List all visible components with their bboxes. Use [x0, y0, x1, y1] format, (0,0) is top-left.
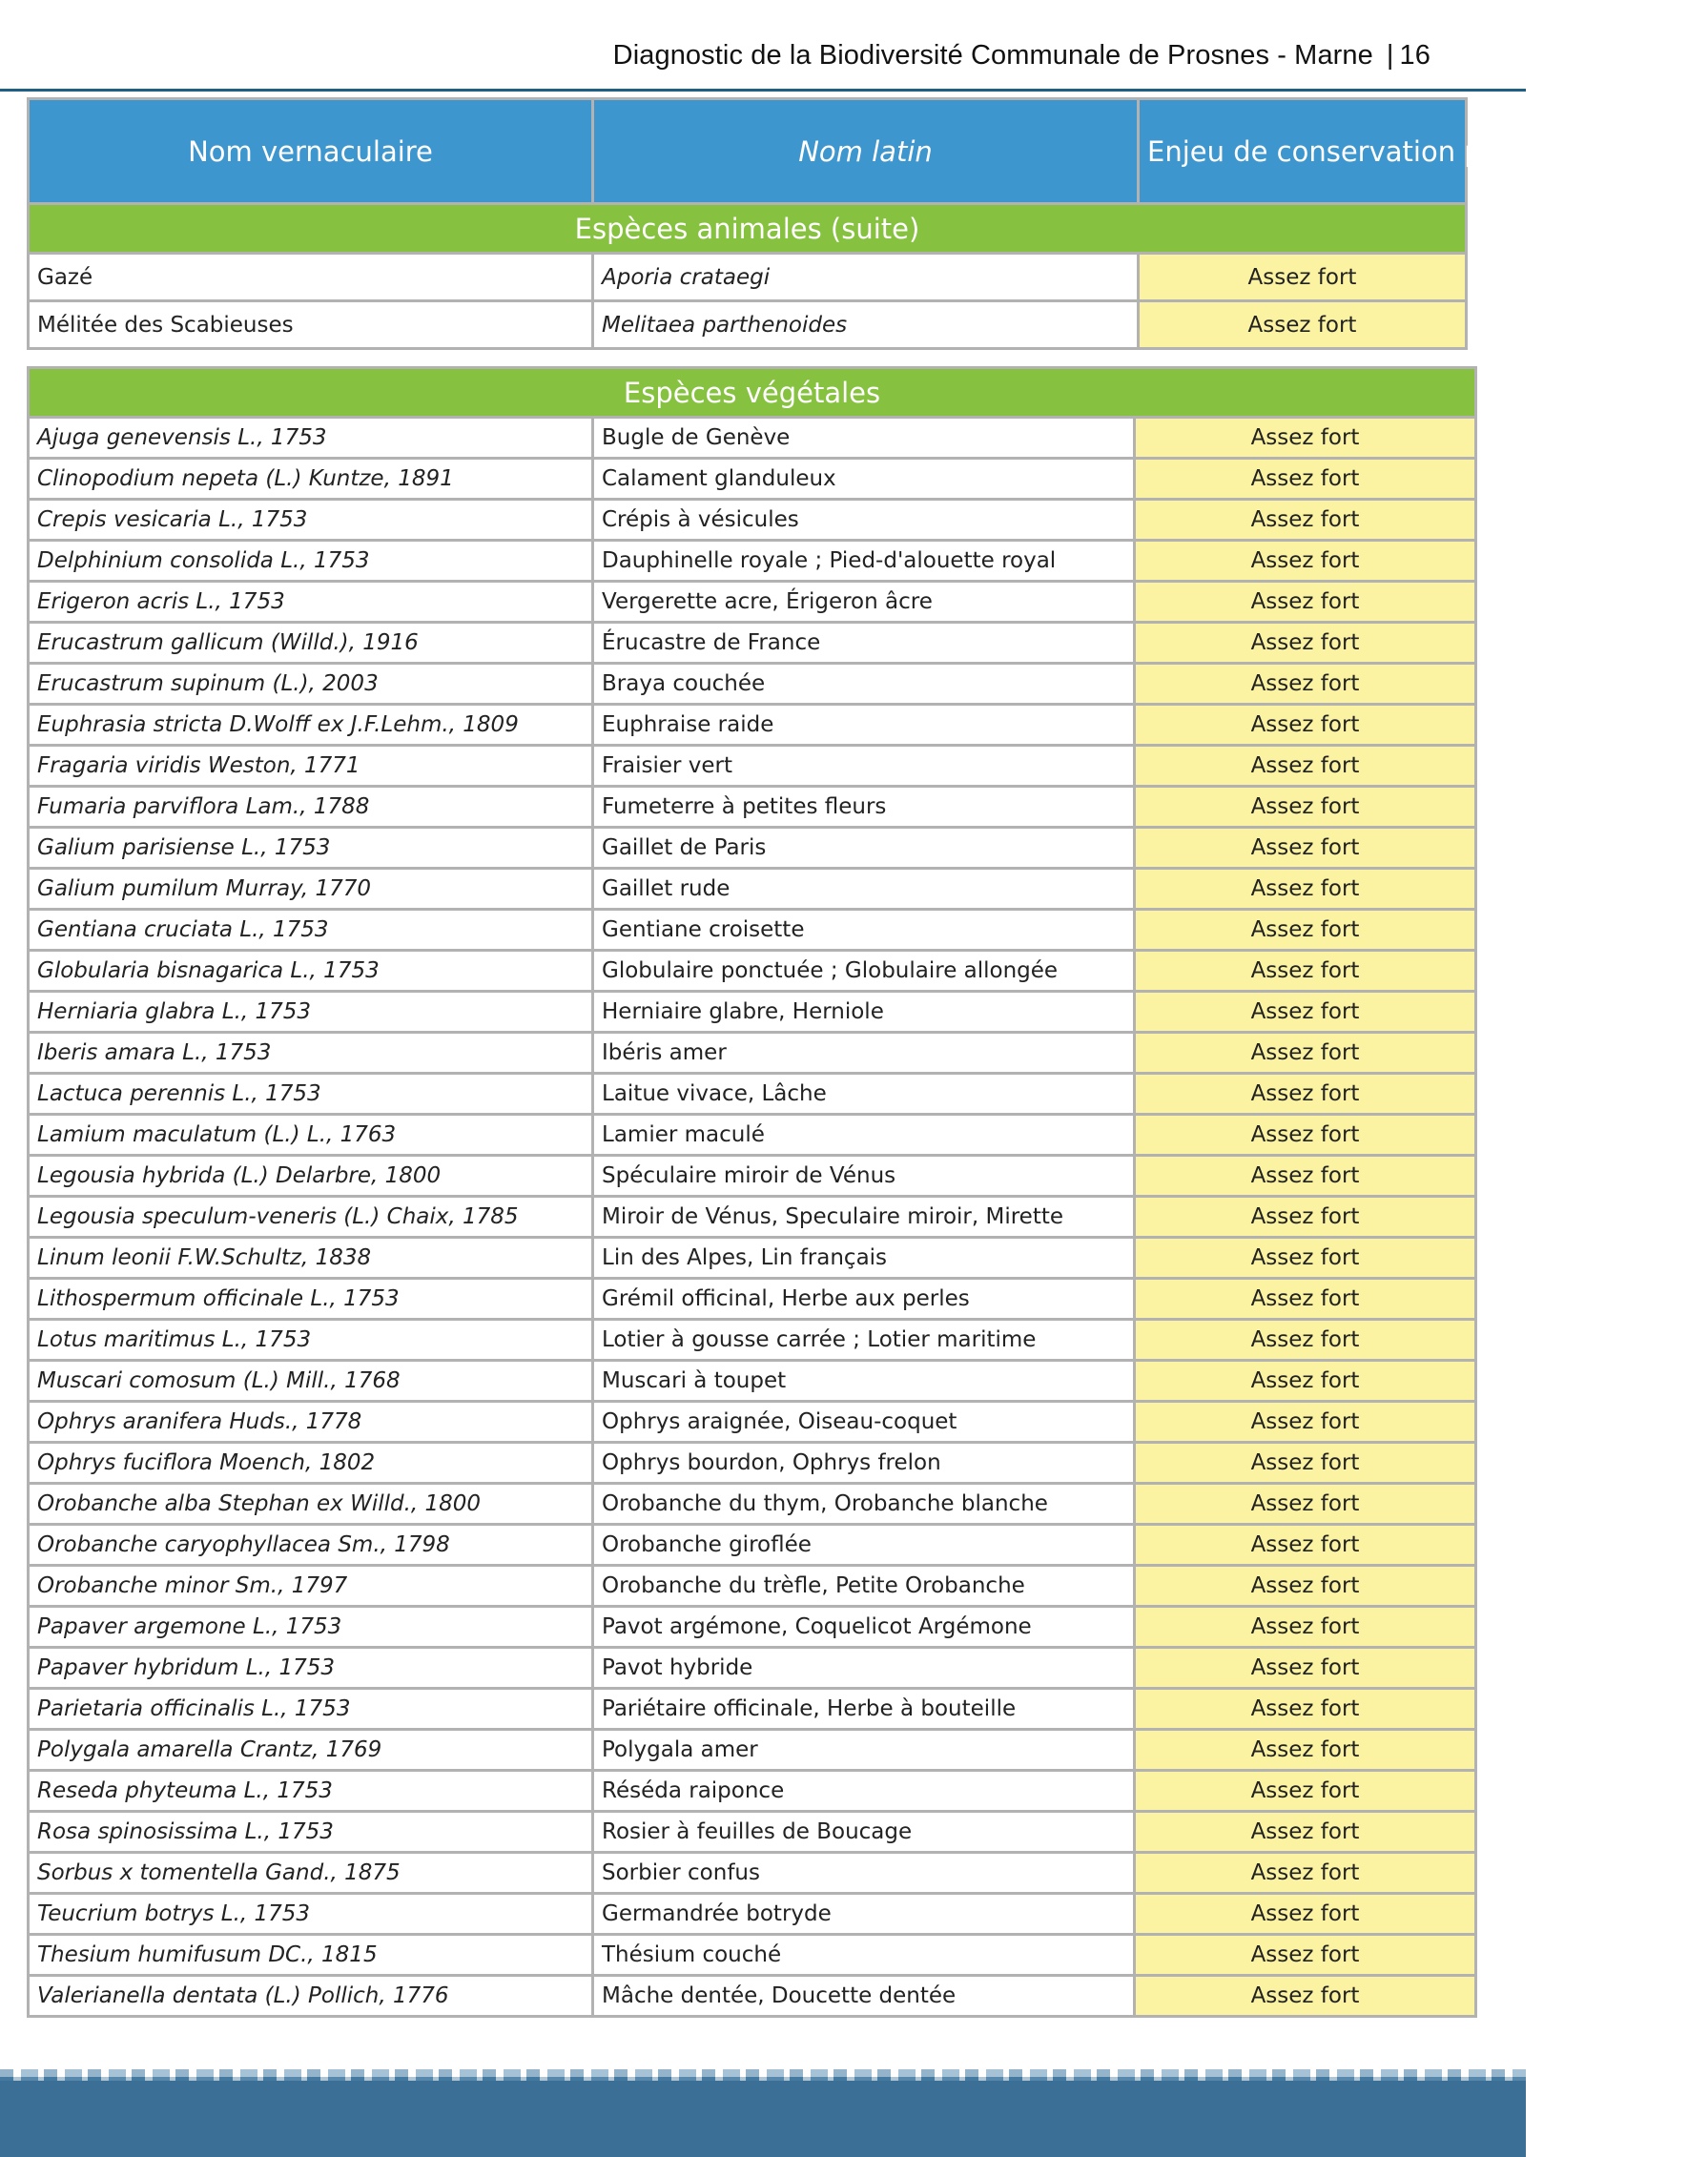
- table-row: [29, 1525, 1476, 1566]
- latin-name-cell: Galium parisiense L., 1753: [29, 828, 593, 869]
- conservation-stake-cell: Assez fort: [1139, 301, 1467, 349]
- latin-name-cell: Legousia speculum-veneris (L.) Chaix, 1785: [29, 1197, 593, 1238]
- conservation-stake-cell: Assez fort: [1135, 992, 1476, 1033]
- vernacular-name-cell: Bugle de Genève: [593, 418, 1135, 459]
- conservation-stake-cell: Assez fort: [1135, 1607, 1476, 1648]
- table-row: [29, 869, 1476, 910]
- conservation-stake-cell: Assez fort: [1135, 1074, 1476, 1115]
- latin-name-cell: Galium pumilum Murray, 1770: [29, 869, 593, 910]
- latin-name-cell: Legousia hybrida (L.) Delarbre, 1800: [29, 1156, 593, 1197]
- latin-name-cell: Papaver argemone L., 1753: [29, 1607, 593, 1648]
- latin-name-cell: Teucrium botrys L., 1753: [29, 1894, 593, 1935]
- latin-name-cell: Papaver hybridum L., 1753: [29, 1648, 593, 1689]
- vernacular-name-cell: Vergerette acre, Érigeron âcre: [593, 582, 1135, 623]
- table-row: [29, 1935, 1476, 1976]
- vernacular-name-cell: Pavot hybride: [593, 1648, 1135, 1689]
- latin-name-cell: Lotus maritimus L., 1753: [29, 1320, 593, 1361]
- conservation-stake-cell: Assez fort: [1135, 1689, 1476, 1730]
- table-row: [29, 1074, 1476, 1115]
- vernacular-name-cell: Fraisier vert: [593, 746, 1135, 787]
- latin-name-cell: Thesium humifusum DC., 1815: [29, 1935, 593, 1976]
- latin-name-cell: Euphrasia stricta D.Wolff ex J.F.Lehm., 1809: [29, 705, 593, 746]
- table-row: [29, 418, 1476, 459]
- header-separator: |: [1386, 40, 1394, 71]
- latin-name-cell: Reseda phyteuma L., 1753: [29, 1771, 593, 1812]
- conservation-stake-cell: Assez fort: [1135, 500, 1476, 541]
- latin-name-cell: Globularia bisnagarica L., 1753: [29, 951, 593, 992]
- vernacular-name-cell: Ophrys bourdon, Ophrys frelon: [593, 1443, 1135, 1484]
- conservation-stake-cell: Assez fort: [1135, 1238, 1476, 1279]
- vernacular-name-cell: Miroir de Vénus, Speculaire miroir, Mirette: [593, 1197, 1135, 1238]
- table-row: [29, 459, 1476, 500]
- conservation-stake-cell: Assez fort: [1135, 1361, 1476, 1402]
- conservation-stake-cell: Assez fort: [1135, 787, 1476, 828]
- table-header-row: [29, 99, 1467, 204]
- latin-name-cell: Lactuca perennis L., 1753: [29, 1074, 593, 1115]
- conservation-stake-cell: Assez fort: [1135, 746, 1476, 787]
- vernacular-name-cell: Réséda raiponce: [593, 1771, 1135, 1812]
- column-header-vernacular: Nom vernaculaire: [29, 99, 593, 204]
- conservation-stake-cell: Assez fort: [1139, 254, 1467, 301]
- table-row: [29, 787, 1476, 828]
- conservation-stake-cell: Assez fort: [1135, 1484, 1476, 1525]
- latin-name-cell: Crepis vesicaria L., 1753: [29, 500, 593, 541]
- table-row: [29, 1812, 1476, 1853]
- latin-name-cell: Iberis amara L., 1753: [29, 1033, 593, 1074]
- table-row: [29, 1689, 1476, 1730]
- vernacular-name-cell: Lotier à gousse carrée ; Lotier maritime: [593, 1320, 1135, 1361]
- latin-name-cell: Ophrys fuciflora Moench, 1802: [29, 1443, 593, 1484]
- conservation-stake-cell: Assez fort: [1135, 1771, 1476, 1812]
- conservation-stake-cell: Assez fort: [1135, 869, 1476, 910]
- column-header-conservation: Enjeu de conservation pour la commune: [1139, 99, 1467, 204]
- table-row: [29, 910, 1476, 951]
- table-row: [29, 1648, 1476, 1689]
- vernacular-name-cell: Dauphinelle royale ; Pied-d'alouette royal: [593, 541, 1135, 582]
- latin-name-cell: Clinopodium nepeta (L.) Kuntze, 1891: [29, 459, 593, 500]
- table-row: [29, 254, 1467, 301]
- latin-name-cell: Melitaea parthenoides: [593, 301, 1139, 349]
- conservation-stake-cell: Assez fort: [1135, 1976, 1476, 2017]
- vernacular-name-cell: Pavot argémone, Coquelicot Argémone: [593, 1607, 1135, 1648]
- table-row: [29, 1197, 1476, 1238]
- vernacular-name-cell: Érucastre de France: [593, 623, 1135, 664]
- latin-name-cell: Rosa spinosissima L., 1753: [29, 1812, 593, 1853]
- conservation-stake-cell: Assez fort: [1135, 582, 1476, 623]
- conservation-stake-cell: Assez fort: [1135, 623, 1476, 664]
- table-row: [29, 1238, 1476, 1279]
- table-row: [29, 1894, 1476, 1935]
- table-row: [29, 500, 1476, 541]
- conservation-stake-cell: Assez fort: [1135, 1320, 1476, 1361]
- table-row: [29, 746, 1476, 787]
- latin-name-cell: Valerianella dentata (L.) Pollich, 1776: [29, 1976, 593, 2017]
- conservation-stake-cell: Assez fort: [1135, 910, 1476, 951]
- conservation-stake-cell: Assez fort: [1135, 1566, 1476, 1607]
- latin-name-cell: Delphinium consolida L., 1753: [29, 541, 593, 582]
- vernacular-name-cell: Rosier à feuilles de Boucage: [593, 1812, 1135, 1853]
- header-text: [613, 40, 1430, 72]
- vernacular-name-cell: Thésium couché: [593, 1935, 1135, 1976]
- vernacular-name-cell: Euphraise raide: [593, 705, 1135, 746]
- table-row: [29, 1320, 1476, 1361]
- table-row: [29, 1361, 1476, 1402]
- column-header-latin: Nom latin: [593, 99, 1139, 204]
- section-title-plants: Espèces végétales: [29, 368, 1476, 418]
- plant-species-table: [27, 366, 1477, 2018]
- latin-name-cell: Orobanche caryophyllacea Sm., 1798: [29, 1525, 593, 1566]
- conservation-stake-cell: Assez fort: [1135, 418, 1476, 459]
- vernacular-name-cell: Gazé: [29, 254, 593, 301]
- table-row: [29, 1771, 1476, 1812]
- latin-name-cell: Herniaria glabra L., 1753: [29, 992, 593, 1033]
- latin-name-cell: Lithospermum officinale L., 1753: [29, 1279, 593, 1320]
- footer-band: [0, 2077, 1526, 2157]
- table-row: [29, 301, 1467, 349]
- conservation-stake-cell: Assez fort: [1135, 459, 1476, 500]
- latin-name-cell: Erigeron acris L., 1753: [29, 582, 593, 623]
- latin-name-cell: Ophrys aranifera Huds., 1778: [29, 1402, 593, 1443]
- latin-name-cell: Linum leonii F.W.Schultz, 1838: [29, 1238, 593, 1279]
- table-row: [29, 828, 1476, 869]
- conservation-stake-cell: Assez fort: [1135, 664, 1476, 705]
- vernacular-name-cell: Ophrys araignée, Oiseau-coquet: [593, 1402, 1135, 1443]
- conservation-stake-cell: Assez fort: [1135, 1033, 1476, 1074]
- vernacular-name-cell: Mâche dentée, Doucette dentée: [593, 1976, 1135, 2017]
- conservation-stake-cell: Assez fort: [1135, 1935, 1476, 1976]
- vernacular-name-cell: Braya couchée: [593, 664, 1135, 705]
- section-title-animals: Espèces animales (suite): [29, 204, 1467, 254]
- vernacular-name-cell: Herniaire glabre, Herniole: [593, 992, 1135, 1033]
- latin-name-cell: Muscari comosum (L.) Mill., 1768: [29, 1361, 593, 1402]
- latin-name-cell: Lamium maculatum (L.) L., 1763: [29, 1115, 593, 1156]
- conservation-stake-cell: Assez fort: [1135, 1812, 1476, 1853]
- animal-species-table: [27, 97, 1708, 350]
- conservation-stake-cell: Assez fort: [1135, 1730, 1476, 1771]
- conservation-stake-cell: Assez fort: [1135, 1156, 1476, 1197]
- vernacular-name-cell: Globulaire ponctuée ; Globulaire allongée: [593, 951, 1135, 992]
- vernacular-name-cell: Germandrée botryde: [593, 1894, 1135, 1935]
- vernacular-name-cell: Lamier maculé: [593, 1115, 1135, 1156]
- table-row: [29, 664, 1476, 705]
- vernacular-name-cell: Laitue vivace, Lâche: [593, 1074, 1135, 1115]
- conservation-stake-cell: Assez fort: [1135, 705, 1476, 746]
- conservation-stake-cell: Assez fort: [1135, 951, 1476, 992]
- latin-name-cell: Sorbus x tomentella Gand., 1875: [29, 1853, 593, 1894]
- latin-name-cell: Fumaria parviflora Lam., 1788: [29, 787, 593, 828]
- table-row: [29, 623, 1476, 664]
- table-row: [29, 1484, 1476, 1525]
- table-row: [29, 705, 1476, 746]
- latin-name-cell: Ajuga genevensis L., 1753: [29, 418, 593, 459]
- table-row: [29, 1730, 1476, 1771]
- conservation-stake-cell: Assez fort: [1135, 1197, 1476, 1238]
- page-number: 16: [1399, 40, 1430, 71]
- vernacular-name-cell: Pariétaire officinale, Herbe à bouteille: [593, 1689, 1135, 1730]
- conservation-stake-cell: Assez fort: [1135, 1443, 1476, 1484]
- section-header-animals: [29, 204, 1467, 254]
- table-row: [29, 1156, 1476, 1197]
- conservation-stake-cell: Assez fort: [1135, 1894, 1476, 1935]
- conservation-stake-cell: Assez fort: [1135, 1279, 1476, 1320]
- conservation-stake-cell: Assez fort: [1135, 828, 1476, 869]
- conservation-stake-cell: Assez fort: [1135, 1525, 1476, 1566]
- vernacular-name-cell: Ibéris amer: [593, 1033, 1135, 1074]
- section-header-plants: [29, 368, 1476, 418]
- vernacular-name-cell: Sorbier confus: [593, 1853, 1135, 1894]
- table-row: [29, 1115, 1476, 1156]
- table-row: [29, 1607, 1476, 1648]
- vernacular-name-cell: Gentiane croisette: [593, 910, 1135, 951]
- table-row: [29, 1402, 1476, 1443]
- conservation-stake-cell: Assez fort: [1135, 1853, 1476, 1894]
- vernacular-name-cell: Crépis à vésicules: [593, 500, 1135, 541]
- table-row: [29, 951, 1476, 992]
- table-row: [29, 1976, 1476, 2017]
- table-row: [29, 541, 1476, 582]
- latin-name-cell: Polygala amarella Crantz, 1769: [29, 1730, 593, 1771]
- latin-name-cell: Fragaria viridis Weston, 1771: [29, 746, 593, 787]
- table-row: [29, 1279, 1476, 1320]
- vernacular-name-cell: Gaillet rude: [593, 869, 1135, 910]
- conservation-stake-cell: Assez fort: [1135, 1115, 1476, 1156]
- conservation-stake-cell: Assez fort: [1135, 1648, 1476, 1689]
- vernacular-name-cell: Calament glanduleux: [593, 459, 1135, 500]
- conservation-stake-cell: Assez fort: [1135, 541, 1476, 582]
- latin-name-cell: Aporia crataegi: [593, 254, 1139, 301]
- latin-name-cell: Orobanche alba Stephan ex Willd., 1800: [29, 1484, 593, 1525]
- vernacular-name-cell: Fumeterre à petites fleurs: [593, 787, 1135, 828]
- vernacular-name-cell: Lin des Alpes, Lin français: [593, 1238, 1135, 1279]
- latin-name-cell: Parietaria officinalis L., 1753: [29, 1689, 593, 1730]
- table-row: [29, 992, 1476, 1033]
- vernacular-name-cell: Gaillet de Paris: [593, 828, 1135, 869]
- vernacular-name-cell: Mélitée des Scabieuses: [29, 301, 593, 349]
- latin-name-cell: Erucastrum gallicum (Willd.), 1916: [29, 623, 593, 664]
- vernacular-name-cell: Polygala amer: [593, 1730, 1135, 1771]
- table-row: [29, 1566, 1476, 1607]
- vernacular-name-cell: Orobanche du thym, Orobanche blanche: [593, 1484, 1135, 1525]
- vernacular-name-cell: Orobanche du trèfle, Petite Orobanche: [593, 1566, 1135, 1607]
- vernacular-name-cell: Grémil officinal, Herbe aux perles: [593, 1279, 1135, 1320]
- table-row: [29, 582, 1476, 623]
- latin-name-cell: Orobanche minor Sm., 1797: [29, 1566, 593, 1607]
- latin-name-cell: Gentiana cruciata L., 1753: [29, 910, 593, 951]
- conservation-stake-cell: Assez fort: [1135, 1402, 1476, 1443]
- vernacular-name-cell: Orobanche giroflée: [593, 1525, 1135, 1566]
- table-row: [29, 1443, 1476, 1484]
- table-row: [29, 1033, 1476, 1074]
- document-title: Diagnostic de la Biodiversité Communale de Prosnes - Marne: [612, 40, 1373, 71]
- vernacular-name-cell: Spéculaire miroir de Vénus: [593, 1156, 1135, 1197]
- latin-name-cell: Erucastrum supinum (L.), 2003: [29, 664, 593, 705]
- vernacular-name-cell: Muscari à toupet: [593, 1361, 1135, 1402]
- table-row: [29, 1853, 1476, 1894]
- page-header: [0, 0, 1526, 92]
